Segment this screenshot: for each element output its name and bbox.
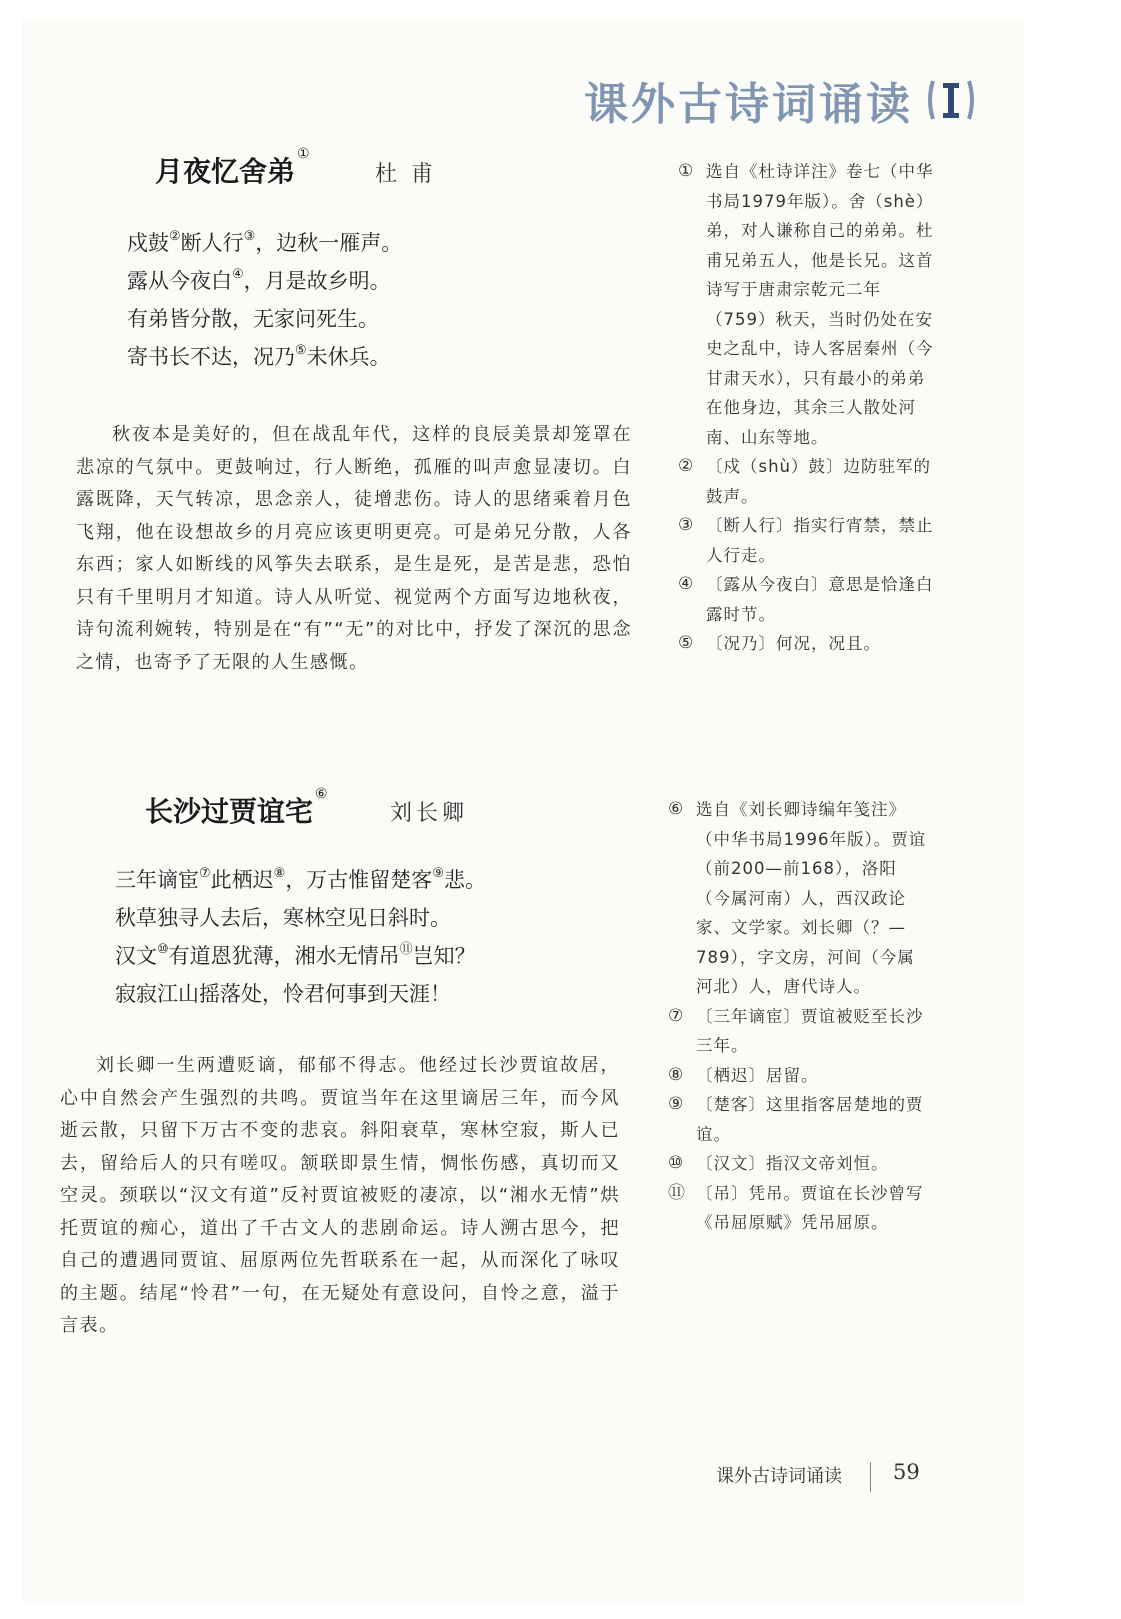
poem2-commentary: 刘长卿一生两遭贬谪，郁郁不得志。他经过长沙贾谊故居，心中自然会产生强烈的共鸣。贾谊当年在这里谪居三年，而今风逝云散，只留下万古不变的悲哀。斜阳衰草，寒林空寂，斯人已去，留给后人的只有嗟叹。颔联即景生情，惆怅伤感，真切而又空灵。颈联以“汉文有道”反衬贾谊被贬的凄凉，以“湘水无情”烘托贾谊的痴心，道出了千古文人的悲剧命运。诗人溯古思今，把自己的遭遇同贾谊、屈原两位先哲联系在一起，从而深化了咏叹的主题。结尾“怜君”一句，在无疑处有意设问，自怜之意，溢于言表。 [60, 1055, 620, 1336]
footnote-text: 〔戍（shù）鼓〕边防驻军的鼓声。 [706, 457, 932, 506]
footnote [678, 511, 938, 570]
verse-line [115, 975, 486, 1013]
poem2-title-text: 长沙过贾谊宅 [145, 795, 314, 828]
footnote-number: ③ [678, 515, 695, 535]
verse-text: ，万古惟留楚客 [285, 868, 433, 892]
verse-text: 断人行 [180, 231, 244, 255]
verse-text: 未休兵。 [306, 345, 391, 369]
note-marker: ④ [232, 267, 244, 282]
verse-text: 戍鼓 [127, 231, 169, 255]
verse-text: 三年谪宦 [115, 868, 199, 892]
note-marker: ⑩ [157, 942, 169, 957]
footnote [678, 570, 938, 629]
poem1-title-note-marker: ① [297, 146, 310, 162]
footnote-text: 〔三年谪宦〕贾谊被贬至长沙三年。 [696, 1006, 924, 1055]
footnote-text: 选自《刘长卿诗编年笺注》（中华书局1996年版）。贾谊（前200—前168），洛阳（今属河南）人，西汉政论家、文学家。刘长卿（？—789），字文房，河间（今属河北）人，唐代诗人。 [696, 800, 927, 996]
note-marker: ② [169, 229, 181, 244]
verse-text: 有道恩犹薄，湘水无情吊 [168, 944, 400, 968]
verse-text: 秋草独寻人去后，寒林空见日斜时。 [115, 906, 451, 930]
verse-text: ，月是故乡明。 [243, 269, 391, 293]
poem1-title-text: 月夜忆舍弟 [155, 155, 296, 188]
footnote-number: ④ [678, 574, 695, 594]
footnote [668, 1179, 930, 1238]
verse-text: 此栖迟 [210, 868, 274, 892]
footnote-number: ⑨ [668, 1094, 685, 1114]
page-title: 课外古诗词诵读 [584, 79, 913, 130]
note-marker: ③ [243, 229, 256, 244]
footnote-number: ⑩ [668, 1153, 685, 1173]
verse-text: 悲。 [443, 868, 486, 892]
poem2-title [145, 786, 328, 830]
verse-text: 露从今夜白 [127, 269, 232, 293]
footer-section-label: 课外古诗词诵读 [716, 1466, 842, 1487]
poem1-notes [678, 157, 938, 659]
verse-line [115, 937, 486, 975]
footnote [678, 452, 938, 511]
footnote [668, 1061, 930, 1091]
footnote [668, 1149, 930, 1179]
footnote-text: 〔况乃〕何况，况且。 [706, 634, 881, 653]
poem2-author: 刘长卿 [390, 801, 469, 826]
footnote-number: ② [678, 456, 695, 476]
verse-line [127, 300, 402, 338]
footnote [668, 1002, 930, 1061]
poem1-commentary: 秋夜本是美好的，但在战乱年代，这样的良辰美景却笼罩在悲凉的气氛中。更鼓响过，行人断绝，孤雁的叫声愈显凄切。白露既降，天气转凉，思念亲人，徒增悲伤。诗人的思绪乘着月色飞翔，他在设想故乡的月亮应该更明更亮。可是弟兄分散，人各东西；家人如断线的风筝失去联系，是生是死，是苦是悲，恐怕只有千里明月才知道。诗人从听觉、视觉两个方面写边地秋夜，诗句流利婉转，特别是在“有”“无”的对比中，抒发了深沉的思念之情，也寄予了无限的人生感慨。 [76, 424, 632, 673]
verse-line [127, 224, 402, 262]
footnote-number: ⑦ [668, 1005, 685, 1026]
footnote-number: ⑪ [668, 1182, 686, 1203]
poem1-verse [127, 224, 402, 376]
poem2-verse [115, 861, 486, 1013]
verse-line [127, 338, 402, 376]
footnote-text: 选自《杜诗详注》卷七（中华书局1979年版）。舍（shè）弟，对人谦称自己的弟弟。杜甫兄弟五人，他是长兄。这首诗写于唐肃宗乾元二年（759）秋天，当时仍处在安史之乱中，诗人客居秦州（今甘肃天水），只有最小的弟弟在他身边，其余三人散处河南、山东等地。 [706, 162, 934, 447]
footnote-text: 〔吊〕凭吊。贾谊在长沙曾写《吊屈原赋》凭吊屈原。 [696, 1183, 924, 1232]
verse-line [127, 262, 402, 300]
note-marker: ⑦ [199, 866, 211, 881]
poem2-title-note-marker: ⑥ [315, 786, 328, 802]
note-marker: ⑤ [295, 343, 307, 358]
verse-text: 岂知？ [412, 944, 476, 968]
footnote-number: ⑥ [668, 799, 685, 819]
footer-divider [870, 1462, 871, 1492]
verse-text: ，边秋一雁声。 [255, 231, 403, 255]
footnote-text: 〔楚客〕这里指客居楚地的贾谊。 [696, 1095, 924, 1144]
footnote-text: 〔露从今夜白〕意思是恰逢白露时节。 [706, 575, 934, 624]
verse-text: 有弟皆分散，无家问死生。 [127, 307, 379, 331]
verse-text: 寂寂江山摇落处，怜君何事到天涯！ [115, 982, 451, 1006]
footnote [668, 795, 930, 1002]
footnote-number: ⑤ [678, 633, 695, 653]
volume-numeral-badge-icon [925, 75, 977, 125]
footnote-number: ⑧ [668, 1064, 685, 1085]
footnote [678, 157, 938, 452]
poem2-notes [668, 795, 930, 1238]
verse-text: 寄书长不达，况乃 [127, 345, 295, 369]
footnote-text: 〔汉文〕指汉文帝刘恒。 [696, 1154, 889, 1173]
verse-line [115, 861, 486, 899]
poem1-author: 杜甫 [375, 162, 448, 187]
verse-text: 汉文 [115, 944, 157, 968]
footnote-text: 〔断人行〕指实行宵禁，禁止人行走。 [706, 516, 934, 565]
poem1-title [155, 146, 310, 190]
footnote-number: ① [678, 161, 695, 181]
verse-line [115, 899, 486, 937]
note-marker: ⑪ [399, 942, 413, 957]
footnote-text: 〔栖迟〕居留。 [696, 1065, 819, 1085]
note-marker: ⑨ [432, 866, 444, 881]
page-number: 59 [893, 1460, 920, 1484]
note-marker: ⑧ [273, 866, 286, 881]
footnote [668, 1090, 930, 1149]
footnote [678, 629, 938, 659]
